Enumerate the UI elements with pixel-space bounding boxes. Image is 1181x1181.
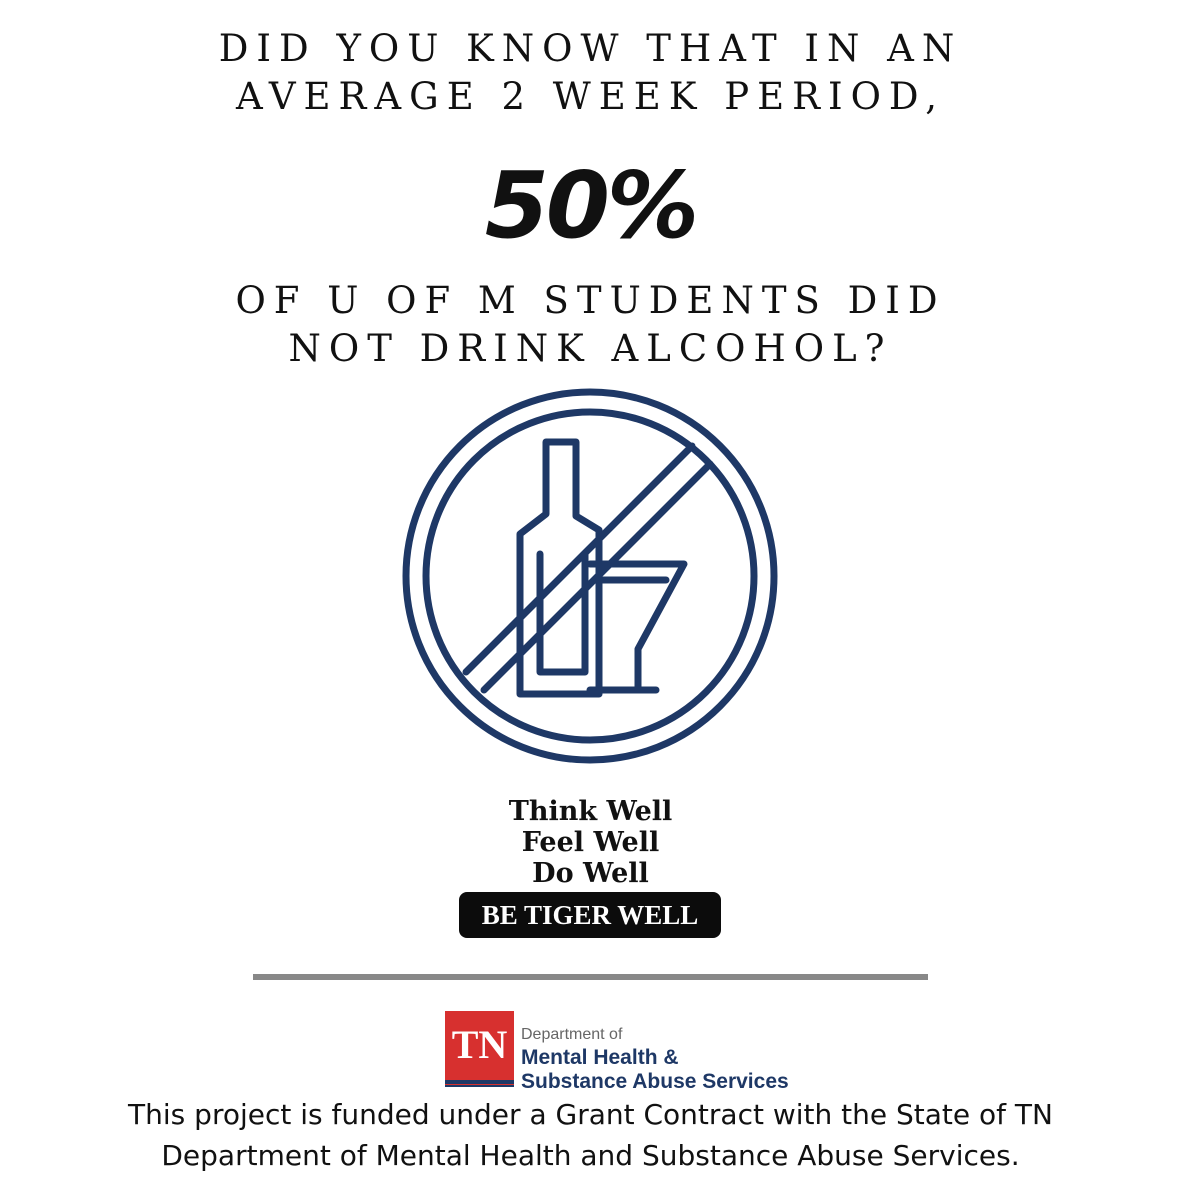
headline-line-3: OF U OF M STUDENTS DID [235,279,946,322]
headline-line-2: AVERAGE 2 WEEK PERIOD, [235,75,946,118]
statistic-percent: 50% [484,152,697,259]
slogan-feel-well: Feel Well [521,827,660,858]
no-alcohol-icon [398,384,782,768]
slogan-do-well: Do Well [532,858,649,889]
tn-logo-stripe-thin [445,1085,514,1087]
department-name-line-2: Substance Abuse Services [521,1070,789,1093]
department-of-label: Department of [521,1026,623,1043]
headline-line-1: DID YOU KNOW THAT IN AN [218,27,963,70]
headline-line-4: NOT DRINK ALCOHOL? [288,327,893,370]
tn-logo [445,1011,514,1086]
funding-notice-line-2: Department of Mental Health and Substance Abuse Services. [161,1139,1020,1172]
divider [253,974,928,980]
department-name-line-1: Mental Health & [521,1046,679,1069]
be-tiger-well-badge: BE TIGER WELL [459,892,721,938]
tn-logo-text: TN [451,1022,508,1067]
slogan-think-well: Think Well [508,796,673,827]
funding-notice-line-1: This project is funded under a Grant Contract with the State of TN [128,1098,1053,1131]
tn-logo-stripe [445,1080,514,1084]
